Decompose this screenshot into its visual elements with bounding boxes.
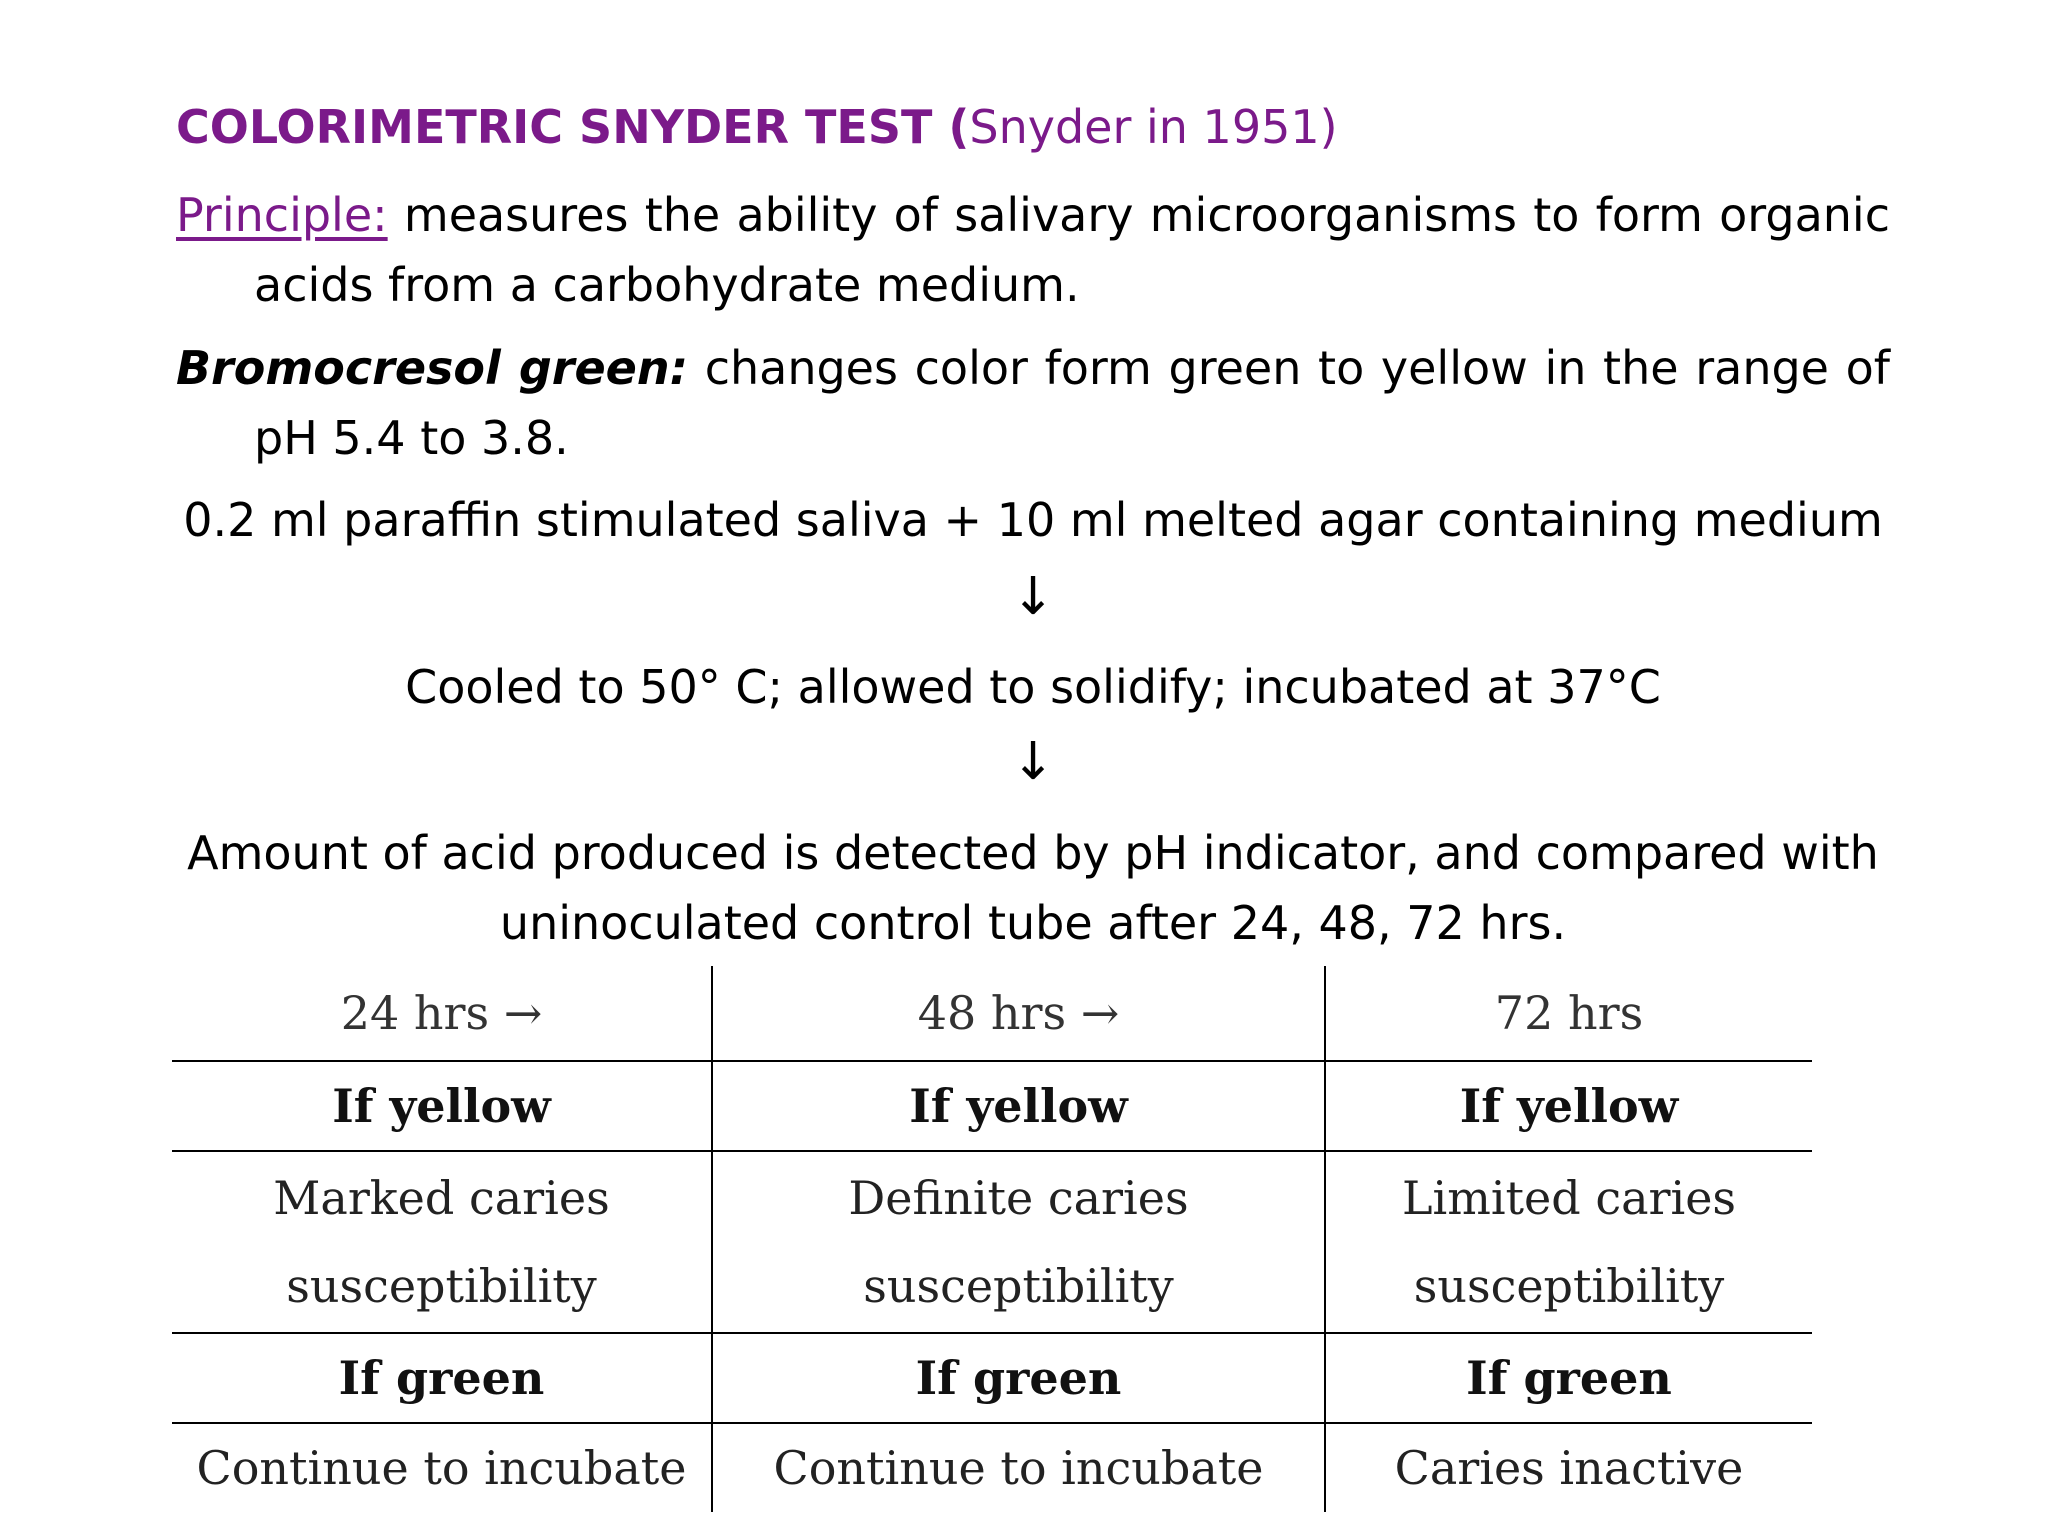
indicator-label: Bromocresol green: (176, 341, 689, 395)
flow-step-1: 0.2 ml paraffin stimulated saliva + 10 ml melted agar containing medium (183, 493, 1883, 547)
principle-paragraph (176, 180, 1890, 320)
result-line: Definite caries (848, 1171, 1189, 1225)
results-table (172, 966, 1812, 1512)
cell-green-72: If green (1325, 1333, 1812, 1423)
cell-green-result-48: Continue to incubate (712, 1423, 1325, 1512)
cell-green-result-72: Caries inactive (1325, 1423, 1812, 1512)
cell-yellow-result-48 (712, 1151, 1325, 1333)
result-line: susceptibility (286, 1259, 597, 1313)
principle-text: measures the ability of salivary microorganisms to form organic acids from a carbohydrate medium. (254, 188, 1890, 312)
table-row-green-condition (172, 1333, 1812, 1423)
cell-yellow-result-24 (172, 1151, 712, 1333)
cell-yellow-48: If yellow (712, 1061, 1325, 1151)
header-48-hrs: 48 hrs → (712, 966, 1325, 1061)
cell-green-result-24: Continue to incubate (172, 1423, 712, 1512)
principle-label: Principle: (176, 188, 388, 242)
table-row-yellow-result (172, 1151, 1812, 1333)
slide-title (176, 100, 1338, 154)
result-line: susceptibility (1413, 1259, 1725, 1313)
flow-step-3-line-1: Amount of acid produced is detected by pH indicator, and compared with (187, 826, 1879, 880)
table-header-row (172, 966, 1812, 1061)
cell-green-48: If green (712, 1333, 1325, 1423)
cell-yellow-72: If yellow (1325, 1061, 1812, 1151)
flow-arrow-2: ↓ (1011, 732, 1055, 792)
result-line: susceptibility (863, 1259, 1174, 1313)
flow-arrow-1: ↓ (1011, 567, 1055, 627)
title-citation: Snyder in 1951) (969, 100, 1338, 154)
title-main: COLORIMETRIC SNYDER TEST ( (176, 100, 970, 154)
indicator-paragraph (176, 333, 1890, 473)
cell-yellow-result-72 (1325, 1151, 1812, 1333)
cell-yellow-24: If yellow (172, 1061, 712, 1151)
header-72-hrs: 72 hrs (1325, 966, 1812, 1061)
flow-step-2: Cooled to 50° C; allowed to solidify; incubated at 37°C (405, 660, 1661, 714)
result-line: Marked caries (273, 1171, 610, 1225)
flow-step-3-line-2: uninoculated control tube after 24, 48, 72 hrs. (499, 896, 1567, 950)
header-24-hrs: 24 hrs → (340, 986, 543, 1040)
cell-green-24: If green (172, 1333, 712, 1423)
table-row-green-result (172, 1423, 1812, 1512)
result-line: Limited caries (1401, 1171, 1737, 1225)
table-row-yellow-condition (172, 1061, 1812, 1151)
indicator-text: changes color form green to yellow in the range of pH 5.4 to 3.8. (254, 341, 1890, 465)
